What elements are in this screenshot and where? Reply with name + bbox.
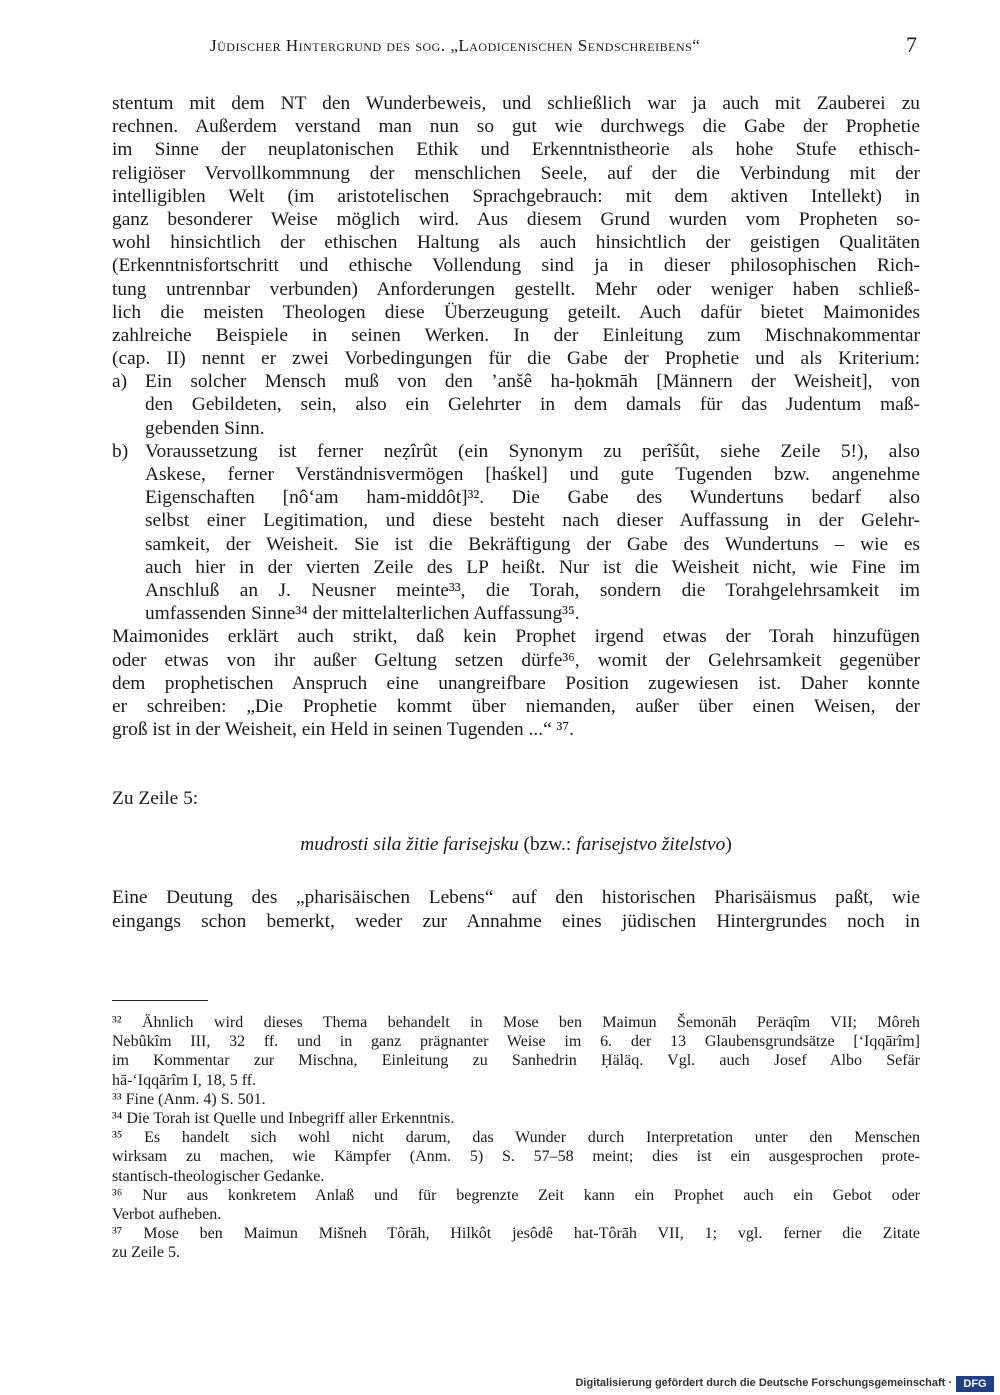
- running-title: Jüdischer Hintergrund des sog. „Laodicenischen Sendschreibens“: [210, 36, 701, 55]
- list-item-a: [112, 370, 920, 440]
- text-line: ganz besonderer Weise möglich wird. Aus diesem Grund wurden vom Propheten so-: [112, 208, 920, 230]
- footnote-line: ³⁴ Die Torah ist Quelle und Inbegriff aller Erkenntnis.: [112, 1109, 455, 1127]
- text-line: Ein solcher Mensch muß von den ’anšê ha-ḥokmāh [Männern der Weisheit], von: [145, 371, 920, 393]
- quoted-phrase: [112, 833, 920, 856]
- text-line: auch hier in der vierten Zeile des LP heißt. Nur ist die Weisheit nicht, wie Fine im: [145, 556, 920, 578]
- text-line: Askese, ferner Verständnisvermögen [haśkel] und gute Tugenden bzw. angenehme: [145, 464, 920, 485]
- text-line: lich die meisten Theologen diese Überzeugung geteilt. Auch dafür bietet Maimonides: [112, 301, 920, 323]
- list-item-label: a): [112, 371, 128, 393]
- quote-main: mudrosti sila žitie farisejsku: [300, 834, 519, 856]
- text-line: selbst einer Legitimation, und diese besteht nach dieser Auffassung in der Gelehr-: [145, 510, 920, 532]
- text-line: dem prophetischen Anspruch eine unangreifbare Position zugewiesen ist. Daher konnte: [112, 672, 920, 694]
- text-line: oder etwas von ihr außer Geltung setzen dürfe³⁶, womit der Gelehrsamkeit gegenüber: [112, 649, 920, 671]
- section-spacer: [112, 817, 920, 833]
- text-line: gebenden Sinn.: [145, 417, 265, 439]
- footnote-rule: [112, 1000, 208, 1001]
- footnote-line: wirksam zu machen, wie Kämpfer (Anm. 5) S. 57–58 meint; dies ist ein ausgesprochen prote-: [112, 1148, 920, 1166]
- text-line: eingangs schon bemerkt, weder zur Annahme eines jüdischen Hintergrundes noch in: [112, 910, 920, 932]
- text-line: (cap. II) nennt er zwei Vorbedingungen für die Gabe der Prophetie und als Kriterium:: [112, 348, 920, 370]
- footnotes: [112, 1013, 920, 1262]
- quote-paren-open: (bzw.:: [518, 834, 577, 856]
- text-line: religiöser Vervollkommnung der menschlichen Seele, auf der die Verbindung mit der: [112, 162, 920, 184]
- text-line: tung untrennbar verbunden) Anforderungen gestellt. Mehr oder weniger haben schließ-: [112, 278, 920, 300]
- text-line: intelligiblen Welt (im aristotelischen Sprachgebrauch: mit dem aktiven Intellekt) in: [112, 185, 920, 207]
- text-line: Eine Deutung des „pharisäischen Lebens“ auf den historischen Pharisäismus paßt, wie: [112, 887, 920, 909]
- dfg-logo: DFG: [956, 1376, 994, 1392]
- paragraph-2: [112, 625, 920, 741]
- text-line: er schreiben: „Die Prophetie kommt über niemanden, außer über einen Weisen, der: [112, 695, 920, 717]
- page-number: 7: [906, 32, 917, 57]
- main-text: [112, 92, 920, 933]
- footnote-line: zu Zeile 5.: [112, 1244, 180, 1262]
- section-spacer: [112, 856, 920, 886]
- text-line: rechnen. Außerdem verstand man nun so gut wie durchwegs die Gabe der Prophetie: [112, 116, 920, 138]
- text-line: Maimonides erklärt auch strikt, daß kein Prophet irgend etwas der Torah hinzufügen: [112, 626, 920, 648]
- text-line: wohl hinsichtlich der ethischen Haltung als auch hinsichtlich der geistigen Qualitäten: [112, 232, 920, 254]
- text-line: (Erkenntnisfortschritt und ethische Vollendung sind ja in dieser philosophischen Rich-: [112, 255, 920, 277]
- footnote-line: ³⁵ Es handelt sich wohl nicht darum, das Wunder durch Interpretation unter den Menschen: [112, 1129, 920, 1147]
- quote-paren-close: ): [725, 834, 732, 856]
- paragraph-3: [112, 886, 920, 932]
- page-header: [0, 32, 1000, 66]
- text-line: Anschluß an J. Neusner meinte³³, die Torah, sondern die Torahgelehrsamkeit im: [145, 579, 920, 601]
- quote-alt: farisejstvo žitelstvo: [576, 834, 726, 856]
- digitization-footer: [575, 1376, 1000, 1395]
- text-line: Voraussetzung ist ferner neẓîrût (ein Synonym zu perîšût, siehe Zeile 5!), also: [145, 440, 920, 462]
- footer-text: Digitalisierung gefördert durch die Deutsche Forschungsgemeinschaft ·: [575, 1377, 952, 1389]
- footnote-line: Nebûkîm III, 32 ff. und in ganz prägnanter Weise im 6. der 13 Glaubensgrundsätze [‘Iqqārîm]: [112, 1033, 920, 1051]
- text-line: den Gebildeten, sein, also ein Gelehrter in dem damals für das Judentum maß-: [145, 394, 920, 416]
- text-line: stentum mit dem NT den Wunderbeweis, und schließlich war ja auch mit Zauberei zu: [112, 93, 920, 114]
- footnote-line: ³⁶ Nur aus konkretem Anlaß und für begrenzte Zeit kann ein Prophet auch ein Gebot oder: [112, 1186, 920, 1204]
- text-line: groß ist in der Weisheit, ein Held in seinen Tugenden ...“ ³⁷.: [112, 719, 574, 741]
- footnote-line: Verbot aufheben.: [112, 1205, 222, 1223]
- text-line: zahlreiche Beispiele in seinen Werken. In der Einleitung zum Mischnakommentar: [112, 324, 920, 346]
- footnote-line: hā-‘Iqqārîm I, 18, 5 ff.: [112, 1071, 257, 1089]
- text-line: samkeit, der Weisheit. Sie ist die Bekräftigung der Gabe des Wundertuns – wie es: [145, 533, 920, 555]
- footnote-line: ³² Ähnlich wird dieses Thema behandelt in Mose ben Maimun Šemonāh Peräqîm VII; Môreh: [112, 1014, 920, 1031]
- footnote-line: im Kommentar zur Mischna, Einleitung zu Sanhedrin Ḥäläq. Vgl. auch Josef Albo Sefär: [112, 1052, 920, 1070]
- section-heading: Zu Zeile 5:: [112, 788, 199, 810]
- list-item-label: b): [112, 440, 129, 462]
- footnote-line: stantisch-theologischer Gedanke.: [112, 1167, 325, 1185]
- text-line: Eigenschaften [nô‘am ham-middôt]³². Die Gabe des Wundertuns bedarf also: [145, 487, 920, 509]
- text-line: im Sinne der neuplatonischen Ethik und Erkenntnistheorie als hohe Stufe ethisch-: [112, 139, 920, 161]
- footnote-line: ³³ Fine (Anm. 4) S. 501.: [112, 1090, 266, 1108]
- list-item-b: [112, 440, 920, 626]
- footnote-line: ³⁷ Mose ben Maimun Mišneh Tôrāh, Hilkôt jesôdê hat-Tôrāh VII, 1; vgl. ferner die Zitate: [112, 1225, 920, 1243]
- section-spacer: [112, 741, 920, 787]
- text-line: umfassenden Sinne³⁴ der mittelalterlichen Auffassung³⁵.: [145, 603, 580, 625]
- paragraph-1: [112, 92, 920, 370]
